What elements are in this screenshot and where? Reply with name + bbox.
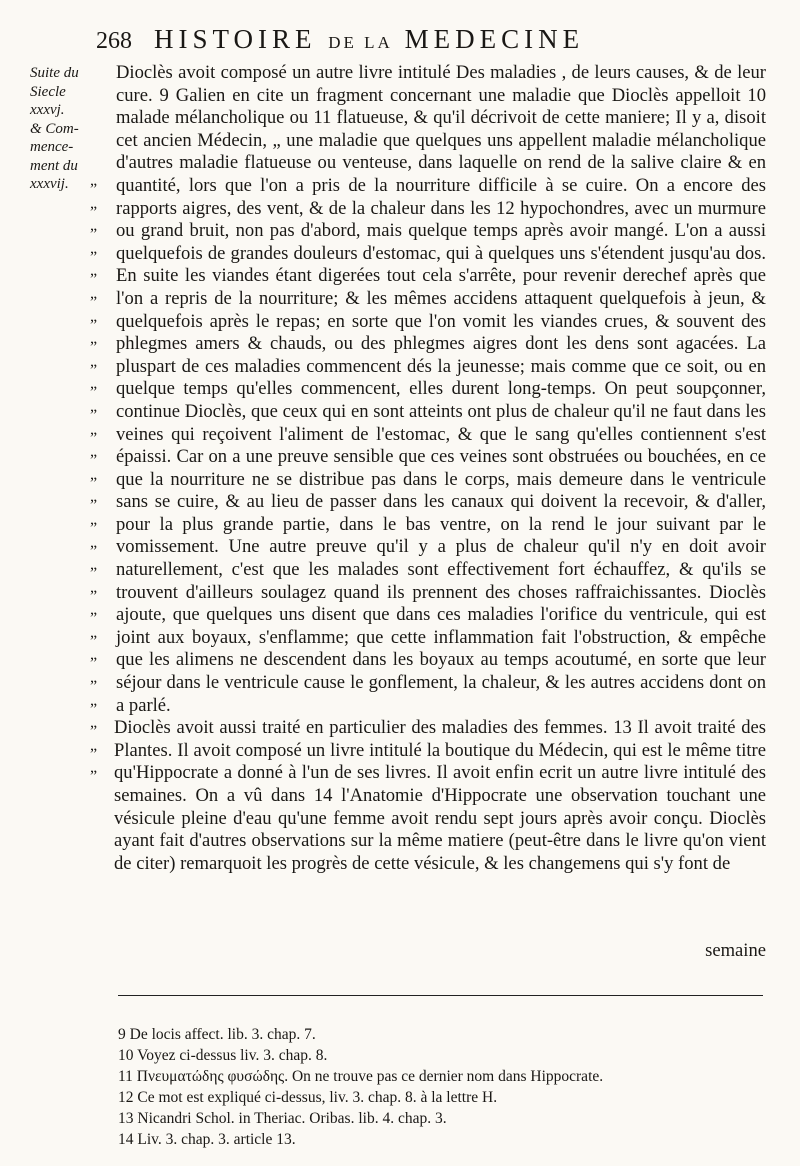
main-text: [116, 62, 766, 875]
footnote: 9 De locis affect. lib. 3. chap. 7.: [118, 1026, 316, 1043]
quotation-mark: „: [90, 194, 98, 212]
quotation-mark: „: [90, 239, 98, 257]
quotation-mark: „: [90, 262, 98, 280]
page-number: 268: [96, 28, 132, 54]
running-header: [96, 24, 736, 60]
quotation-mark: „: [90, 307, 98, 325]
catchword: semaine: [705, 940, 766, 961]
quotation-mark: „: [90, 736, 98, 754]
quotation-mark: „: [90, 420, 98, 438]
paragraph: Dioclès avoit composé un autre livre intitulé Des maladies , de leurs causes, & de leur cure. 9 Galien en cite un fragment concernant une maladie que Dioclès appelloit 10 malade mélancholique ou 11 flatueuse, & qu'il décrivoit de cette maniere; Il y a, disoit cet ancien Médecin, „ une maladie que quelques uns appellent maladie mélancholique d'autres maladie flatueuse ou venteuse, dans laquelle on rend de la salive claire & en quantité, lors que l'on a pris de la nourriture difficile à se cuire. On a encore des rapports aigres, des vent, & de la chaleur dans les 12 hypochondres, avec un murmure ou grand bruit, non pas d'abord, mais quelque temps après avoir mangé. L'on a aussi quelquefois de grandes douleurs d'estomac, qui à quelques uns s'étendent jusqu'au dos. En suite les viandes étant digerées tout cela s'arrête, pour revenir derechef après que l'on a repris de la nourriture; & les mêmes accidens attaquent quelquefois à jeun, & quelquefois après le repas; en sorte que l'on vomit les viandes crues, & souvent des phlegmes amers & chauds, ou des phlegmes aigres dont les dens sont agacées. La pluspart de ces maladies commencent dés la jeunesse; mais comme que ce soit, ou en quelque temps qu'elles commencent, elles durent long-temps. On peut soupçonner, continue Dioclès, que ceux qui en sont atteints ont plus de chaleur qu'il ne faut dans les veines qui reçoivent l'aliment de l'estomac, & que le sang qu'elles contiennent s'est épaissi. Car on a une preuve sensible que ces veines sont obstruées ou bouchées, en ce que la nourriture ne se distribue pas dans le corps, mais demeure dans le ventricule sans se cuire, & au lieu de passer dans les canaux qui doivent la recevoir, & d'aller, pour la plus grande partie, dans le bas ventre, on la rend le jour suivant par le vomissement. Une autre preuve qu'il y a plus de chaleur qu'il n'y en doit avoir naturellement, c'est que les malades sont effectivement fort échauffez, & qu'ils se trouvent d'ailleurs soulagez quand ils prennent des choses raffraichissantes. Dioclès ajoute, que quelques uns disent que dans ces maladies l'orifice du ventricule, qui est joint aux boyaux, s'enflamme; que cette inflammation fait l'obstruction, & empêche que les alimens ne descendent dans les boyaux au temps acoutumé, en sorte que leur séjour dans le ventricule cause le gonflement, la chaleur, & les autres accidens dont on a parlé.: [116, 62, 766, 716]
quotation-mark: „: [90, 623, 98, 641]
quotation-marks-column: [90, 170, 114, 780]
quotation-mark: „: [90, 284, 98, 302]
quotation-mark: „: [90, 669, 98, 687]
quotation-mark: „: [90, 352, 98, 370]
paragraph: Dioclès avoit aussi traité en particulier des maladies des femmes. 13 Il avoit traité des Plantes. Il avoit composé un livre intitulé la boutique du Médecin, qui est le même titre qu'Hippocrate a donné à l'un de ses livres. Il avoit enfin ecrit un autre livre intitulé des semaines. On a vû dans 14 l'Anatomie d'Hippocrate une observation touchant une vésicule pleine d'eau qu'une femme avoit rendu sept jours après avoir conçu. Dioclès ayant fait d'autres observations sur la même matiere (peut-être dans le livre qu'on vient de citer) remarquoit les progrès de cette vésicule, & les changemens qui s'y font de: [114, 717, 766, 874]
quotation-mark: „: [90, 601, 98, 619]
margin-note-line: xxxvij.: [30, 176, 69, 192]
running-title-part1: HISTOIRE: [154, 24, 317, 54]
quotation-mark: „: [90, 330, 98, 348]
quotation-mark: „: [90, 714, 98, 732]
quotation-mark: „: [90, 375, 98, 393]
footnote: 13 Nicandri Schol. in Theriac. Oribas. lib. 4. chap. 3.: [118, 1110, 447, 1127]
running-title-part3: MEDECINE: [404, 24, 585, 54]
quotation-mark: „: [90, 465, 98, 483]
margin-note-line: Siecle: [30, 83, 66, 100]
footnotes: [118, 1024, 758, 1150]
margin-note-line: xxxvj.: [30, 102, 65, 118]
margin-note-line: mence-: [30, 139, 74, 155]
quotation-mark: „: [90, 488, 98, 506]
quotation-mark: „: [90, 759, 98, 777]
margin-note-line: Suite du: [30, 65, 79, 81]
running-title-part2: DE LA: [328, 33, 393, 52]
quotation-mark: „: [90, 556, 98, 574]
quotation-mark: „: [90, 691, 98, 709]
quotation-mark: „: [90, 397, 98, 415]
running-title: [154, 24, 584, 55]
quotation-mark: „: [90, 578, 98, 596]
quotation-mark: „: [90, 443, 98, 461]
quotation-mark: „: [90, 533, 98, 551]
quotation-mark: „: [90, 510, 98, 528]
footnote: 12 Ce mot est expliqué ci-dessus, liv. 3. chap. 8. à la lettre H.: [118, 1089, 498, 1106]
footnote: 11 Πνευματώδης φυσώδης. On ne trouve pas ce dernier nom dans Hippocrate.: [118, 1068, 604, 1085]
quotation-mark: „: [90, 172, 98, 189]
footnote-rule: [118, 995, 763, 996]
footnote: 14 Liv. 3. chap. 3. article 13.: [118, 1131, 296, 1148]
footnote: 10 Voyez ci-dessus liv. 3. chap. 8.: [118, 1047, 328, 1064]
margin-note-line: & Com-: [30, 120, 79, 137]
quotation-mark: „: [90, 646, 98, 664]
margin-note-line: ment du: [30, 157, 78, 174]
quotation-mark: „: [90, 217, 98, 235]
